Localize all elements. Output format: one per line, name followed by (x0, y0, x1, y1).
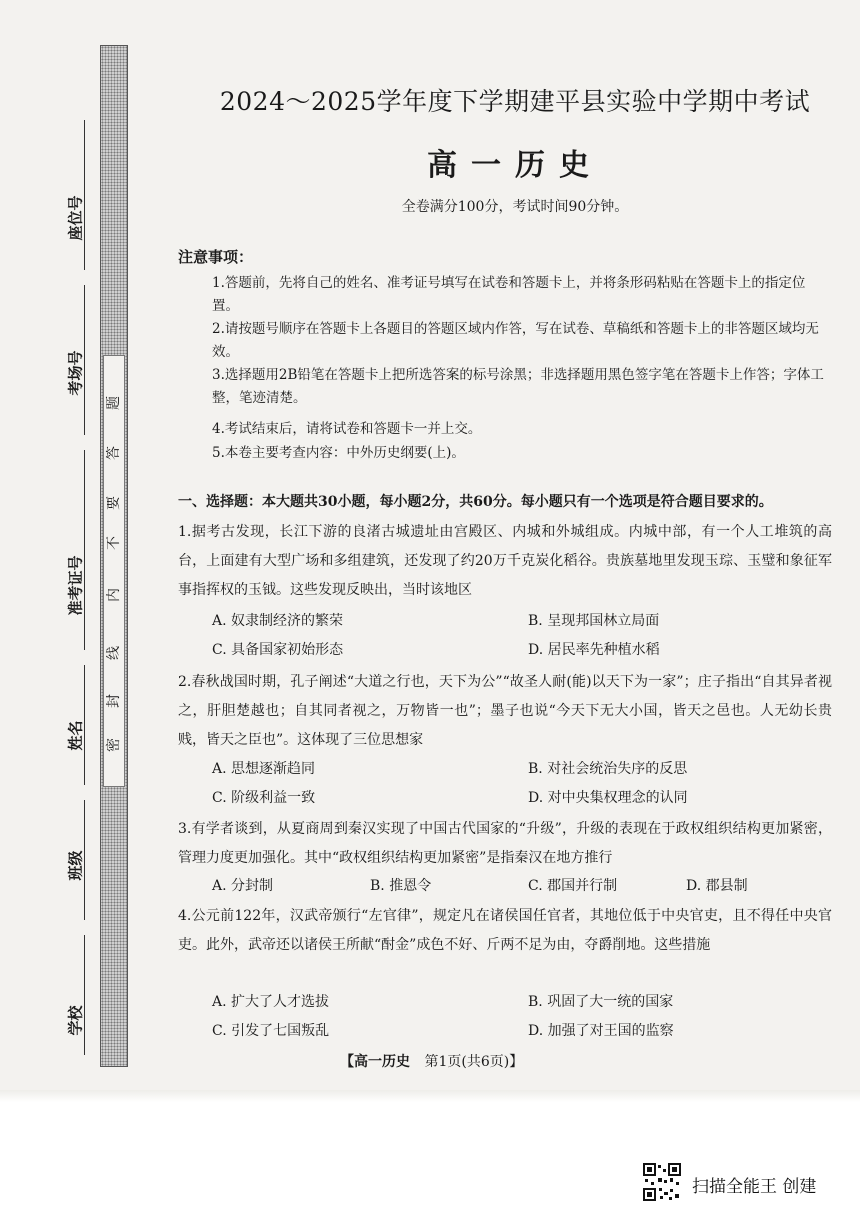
option-d: D. 对中央集权理念的认同 (528, 790, 688, 806)
option-a: A. 奴隶制经济的繁荣 (212, 613, 344, 629)
option-c: C. 郡国并行制 (528, 878, 618, 894)
option-c: C. 具备国家初始形态 (212, 642, 344, 658)
ticket-number-line (84, 450, 85, 650)
notice-item: 2.请按题号顺序在答题卡上各题目的答题区域内作答，写在试卷、草稿纸和答题卡上的非答题区域均无效。 (212, 321, 819, 360)
question-stem: 2.春秋战国时期，孔子阐述“大道之行也，天下为公”“故圣人耐(能)以天下为一家”；庄子指出“自其异者视之，肝胆楚越也；自其同者视之，万物皆一也”；墨子也说“今天下无大小国，皆天之邑也。人无幼长贵贱，皆天之臣也”。这体现了三位思想家 (178, 674, 832, 748)
exam-title: 2024～2025学年度下学期建平县实验中学期中考试 (219, 87, 811, 116)
exam-info: 全卷满分100分，考试时间90分钟。 (401, 199, 629, 215)
option-c: C. 阶级利益一致 (212, 790, 316, 806)
name-line (84, 665, 85, 785)
option-c: C. 引发了七国叛乱 (212, 1023, 330, 1039)
name-label: 姓名 (66, 720, 85, 751)
option-b: B. 巩固了大一统的国家 (528, 994, 674, 1010)
seal-char: 不 (106, 536, 122, 550)
school-label: 学校 (66, 1005, 85, 1036)
seal-char: 要 (106, 496, 122, 510)
question-stem: 4.公元前122年，汉武帝颁行“左官律”，规定凡在诸侯国任官者，其地位低于中央官吏，且不得任中央官吏。此外，武帝还以诸侯王所献“酎金”成色不好、斤两不足为由，夺爵削地。这些措施 (178, 908, 832, 953)
option-d: D. 居民率先种植水稻 (528, 642, 660, 658)
seal-char: 线 (106, 646, 122, 660)
exam-room-line (84, 285, 85, 435)
class-label: 班级 (66, 850, 85, 881)
option-a: A. 分封制 (212, 878, 274, 894)
option-d: D. 郡县制 (686, 878, 748, 894)
page-footer (340, 1051, 523, 1071)
qr-code-icon (642, 1162, 682, 1202)
notice-item: 1.答题前，先将自己的姓名、准考证号填写在试卷和答题卡上，并将条形码粘贴在答题卡上的指定位置。 (212, 275, 806, 314)
option-b: B. 推恩令 (370, 878, 432, 894)
footer-subject: 【高一历史 (340, 1054, 410, 1070)
exam-room-label: 考场号 (66, 350, 85, 396)
footer-page: 第1页(共6页)】 (424, 1054, 524, 1070)
seat-number-label: 座位号 (66, 195, 85, 241)
seal-line-box (103, 355, 125, 787)
class-line (84, 800, 85, 920)
seal-char: 密 (106, 738, 122, 752)
scan-edge (0, 1090, 860, 1102)
school-line (84, 935, 85, 1055)
option-a: A. 思想逐渐趋同 (212, 761, 316, 777)
option-b: B. 对社会统治失序的反思 (528, 761, 688, 777)
seat-number-line (84, 120, 85, 270)
option-d: D. 加强了对王国的监察 (528, 1023, 674, 1039)
seal-char: 题 (106, 396, 122, 410)
option-b: B. 呈现邦国林立局面 (528, 613, 660, 629)
notice-item: 3.选择题用2B铅笔在答题卡上把所选答案的标号涂黑；非选择题用黑色签字笔在答题卡上作答；字体工整，笔迹清楚。 (212, 367, 824, 406)
question-stem: 1.据考古发现，长江下游的良渚古城遗址由宫殿区、内城和外城组成。内城中部，有一个人工堆筑的高台，上面建有大型广场和多组建筑，还发现了约20万千克炭化稻谷。贵族墓地里发现玉琮、玉璧和象征军事指挥权的玉钺。这些发现反映出，当时该地区 (178, 524, 832, 598)
watermark-text: 扫描全能王 创建 (692, 1177, 817, 1197)
seal-char: 答 (106, 446, 122, 460)
seal-char: 内 (106, 588, 122, 602)
option-a: A. 扩大了人才选拔 (212, 994, 330, 1010)
notice-item: 4.考试结束后，请将试卷和答题卡一并上交。 (212, 421, 482, 437)
seal-char: 封 (106, 694, 122, 708)
notice-item: 5.本卷主要考查内容：中外历史纲要(上)。 (212, 445, 465, 461)
ticket-number-label: 准考证号 (66, 555, 85, 616)
question-stem: 3.有学者谈到，从夏商周到秦汉实现了中国古代国家的“升级”，升级的表现在于政权组织结构更加紧密，管理力度更加强化。其中“政权组织结构更加紧密”是指秦汉在地方推行 (178, 821, 832, 866)
notice-heading: 注意事项： (178, 248, 254, 266)
section-title: 一、选择题：本大题共30小题，每小题2分，共60分。每小题只有一个选项是符合题目要求的。 (178, 494, 773, 510)
subject-title: 高一历史 (427, 148, 603, 183)
